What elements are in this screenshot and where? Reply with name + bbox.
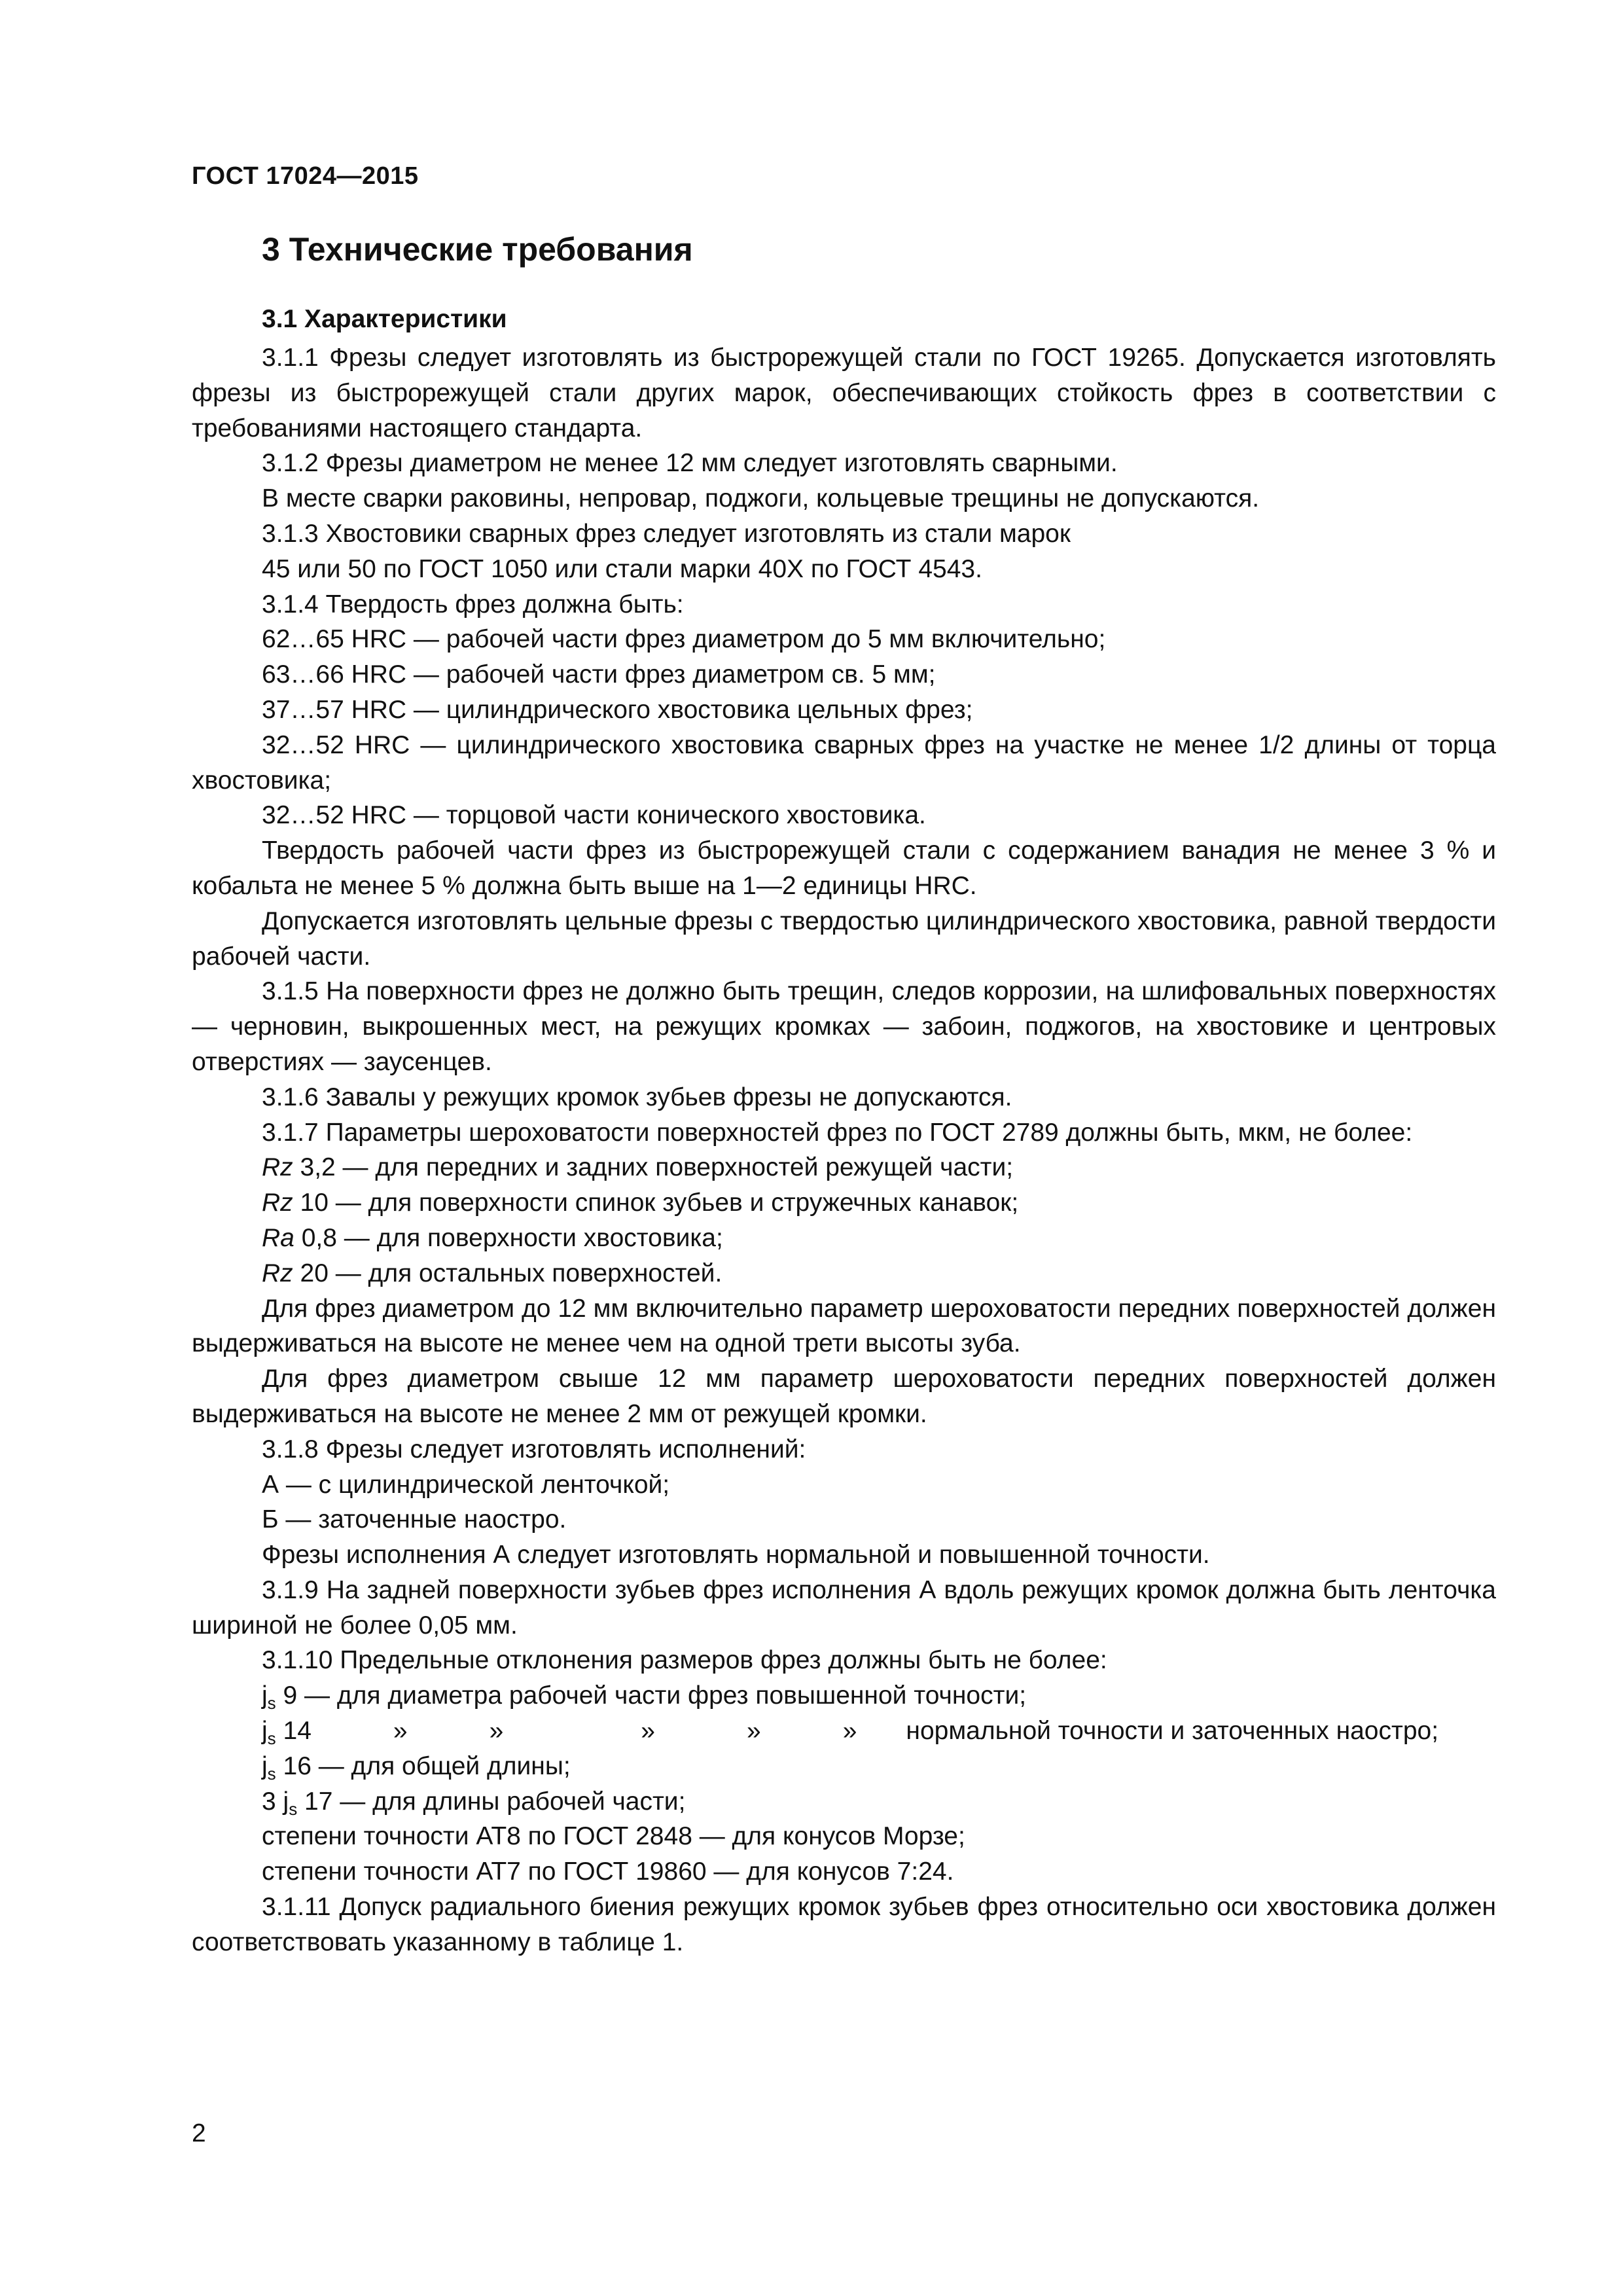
paragraph-3-1-4-solid: Допускается изготовлять цельные фрезы с твердостью цилиндрического хвостовика, равной твердости рабочей части. (192, 906, 1496, 971)
paragraph-3-1-1: 3.1.1 Фрезы следует изготовлять из быстрорежущей стали по ГОСТ 19265. Допускается изготовлять фрезы из быстрорежущей стали других марок, обеспечивающих стойкость фрез в соответствии с требованиями настоящего стандарта. (192, 344, 1496, 442)
paragraph-3-1-10: 3.1.10 Предельные отклонения размеров фрез должны быть не более: (262, 1646, 1107, 1675)
section-title: 3 Технические требования (262, 231, 693, 268)
paragraph-3-1-4: 3.1.4 Твердость фрез должна быть: (262, 590, 684, 619)
roughness-text: 3,2 — для передних и задних поверхностей режущей части; (293, 1153, 1014, 1182)
roughness-symbol: Rz (262, 1259, 293, 1287)
roughness-text: 0,8 — для поверхности хвостовика; (294, 1223, 723, 1252)
roughness-item-1 (192, 1150, 1496, 1185)
ditto-mark: » (842, 1717, 857, 1746)
variant-a: А — с цилиндрической ленточкой; (262, 1470, 670, 1499)
subsection-title: 3.1 Характеристики (262, 305, 507, 333)
hardness-item-4: 32…52 HRC — цилиндрического хвостовика сварных фрез на участке не менее 1/2 длины от торца хвостовика; (192, 730, 1496, 795)
ditto-mark: » (489, 1717, 504, 1746)
paragraph-3-1-3-grades: 45 или 50 по ГОСТ 1050 или стали марки 40Х по ГОСТ 4543. (262, 554, 982, 583)
paragraph-3-1-7: 3.1.7 Параметры шероховатости поверхностей фрез по ГОСТ 2789 должны быть, мкм, не более: (262, 1118, 1413, 1147)
paragraph-3-1-3: 3.1.3 Хвостовики сварных фрез следует изготовлять из стали марок (262, 519, 1071, 548)
roughness-item-2 (192, 1185, 1496, 1221)
ditto-mark: » (393, 1717, 408, 1746)
hardness-item-2: 63…66 HRC — рабочей части фрез диаметром св. 5 мм; (262, 660, 936, 689)
tolerance-item-5: степени точности АТ8 по ГОСТ 2848 — для конусов Морзе; (262, 1822, 965, 1851)
document-header: ГОСТ 17024—2015 (192, 162, 419, 190)
paragraph-3-1-9: 3.1.9 На задней поверхности зубьев фрез исполнения А вдоль режущих кромок должна быть ленточка шириной не более 0,05 мм. (192, 1575, 1496, 1640)
variant-b: Б — заточенные наостро. (262, 1505, 567, 1534)
paragraph-3-1-2: 3.1.2 Фрезы диаметром не менее 12 мм следует изготовлять сварными. (262, 449, 1118, 478)
paragraph-3-1-7-small: Для фрез диаметром до 12 мм включительно параметр шероховатости передних поверхностей должен выдерживаться на высоте не менее чем на одной трети высоты зуба. (192, 1294, 1496, 1358)
document-body (192, 340, 1496, 1960)
paragraph-3-1-6: 3.1.6 Завалы у режущих кромок зубьев фрезы не допускаются. (262, 1083, 1012, 1111)
paragraph-3-1-8: 3.1.8 Фрезы следует изготовлять исполнений: (262, 1435, 806, 1463)
tolerance-item-6: степени точности АТ7 по ГОСТ 19860 — для конусов 7:24. (262, 1857, 954, 1886)
paragraph-3-1-2-welding: В месте сварки раковины, непровар, поджоги, кольцевые трещины не допускаются. (262, 484, 1260, 513)
tolerance-item-2: $j_s$ 14 » » » » » нормальной точности и заточенных наостро; (262, 1717, 1439, 1749)
tolerance-item-4: 3 $j_s$ 17 — для длины рабочей части; (262, 1787, 686, 1819)
roughness-text: 20 — для остальных поверхностей. (293, 1259, 722, 1287)
roughness-symbol: Rz (262, 1153, 293, 1182)
hardness-item-3: 37…57 HRC — цилиндрического хвостовика цельных фрез; (262, 695, 973, 724)
page-number: 2 (192, 2119, 206, 2147)
paragraph-3-1-4-vanadium: Твердость рабочей части фрез из быстрорежущей стали с содержанием ванадия не менее 3 % и кобальта не менее 5 % должна быть выше на 1—2 единицы HRC. (192, 836, 1496, 900)
paragraph-3-1-8-accuracy: Фрезы исполнения А следует изготовлять нормальной и повышенной точности. (262, 1541, 1210, 1570)
roughness-text: 10 — для поверхности спинок зубьев и стружечных канавок; (293, 1189, 1019, 1217)
hardness-item-5: 32…52 HRC — торцовой части конического хвостовика. (262, 801, 926, 830)
roughness-symbol: Ra (262, 1223, 294, 1252)
tolerance-item-3: $j_s$ 16 — для общей длины; (262, 1751, 571, 1784)
ditto-mark: » (747, 1717, 761, 1746)
hardness-item-1: 62…65 HRC — рабочей части фрез диаметром до 5 мм включительно; (262, 625, 1106, 654)
paragraph-3-1-11: 3.1.11 Допуск радиального биения режущих кромок зубьев фрез относительно оси хвостовика должен соответствовать указанному в таблице 1. (192, 1893, 1496, 1956)
ditto-mark: » (641, 1717, 655, 1746)
tolerance-item-1: $j_s$ 9 — для диаметра рабочей части фрез повышенной точности; (262, 1681, 1027, 1713)
roughness-symbol: Rz (262, 1189, 293, 1217)
roughness-item-4 (192, 1256, 1496, 1291)
paragraph-3-1-7-large: Для фрез диаметром свыше 12 мм параметр шероховатости передних поверхностей должен выдерживаться на высоте не менее 2 мм от режущей кромки. (192, 1365, 1496, 1428)
roughness-item-3 (192, 1221, 1496, 1256)
paragraph-3-1-5: 3.1.5 На поверхности фрез не должно быть трещин, следов коррозии, на шлифовальных поверхностях — черновин, выкрошенных мест, на режущих кромках — забоин, поджогов, на хвостовике и центровых отверстиях — заусенцев. (192, 977, 1496, 1076)
